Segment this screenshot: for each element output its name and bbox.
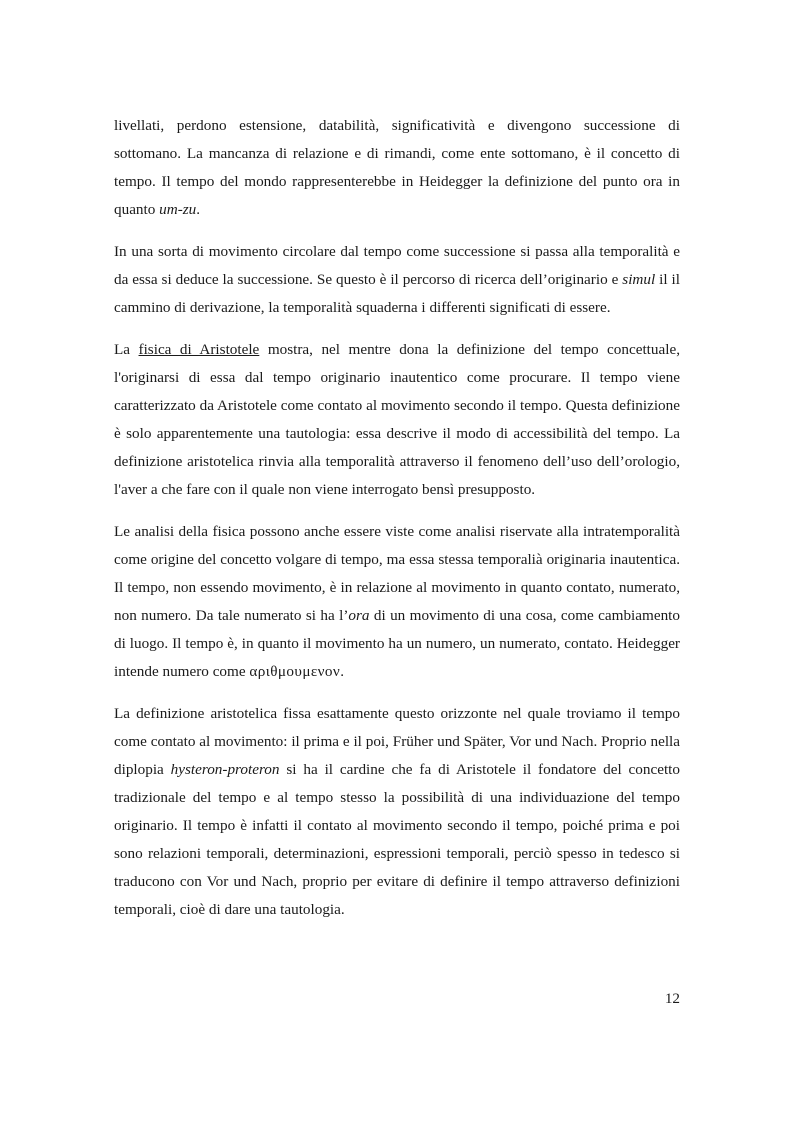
- paragraph-4-italic-ora: ora: [348, 607, 370, 624]
- paragraph-2-text-1: In una sorta di movimento circolare dal tempo come successione si passa alla temporalità e da essa si deduce la successione. Se questo è il percorso di ricerca dell’originario e: [114, 243, 680, 288]
- paragraph-5-italic-hysteron-proteron: hysteron-proteron: [170, 761, 280, 778]
- paragraph-3-text-2: mostra, nel mentre dona la definizione del tempo concettuale, l'originarsi di essa dal tempo originario inautentico come procurare. Il tempo viene caratterizzato da Aristotele come contato al movimento secondo il tempo. Questa definizione è solo apparentemente una tautologia: essa descrive il modo di accessibilità del tempo. La definizione aristotelica rinvia alla temporalità attraverso il fenomeno dell’uso dell’orologio, l'aver a che fare con il quale non viene interrogato bensì presupposto.: [114, 341, 680, 498]
- page-body: [114, 112, 680, 938]
- paragraph-5: [114, 700, 680, 924]
- paragraph-1-text-2: .: [196, 201, 201, 218]
- paragraph-3-text-1: La: [114, 341, 139, 358]
- paragraph-1: [114, 112, 680, 224]
- paragraph-3: [114, 336, 680, 504]
- paragraph-4-text-3: .: [340, 663, 344, 680]
- paragraph-2-text-2: il il cammino di derivazione, la temporalità squaderna i differenti significati di essere.: [114, 271, 680, 316]
- paragraph-2-italic-simul: simul: [622, 271, 656, 288]
- paragraph-4-text-2: di un movimento di una cosa, come cambiamento di luogo. Il tempo è, in quanto il movimento ha un numero, un numerato, contato. Heidegger intende numero come: [114, 607, 680, 680]
- page-number: 12: [664, 990, 680, 1007]
- paragraph-2: [114, 238, 680, 322]
- paragraph-5-text-2: si ha il cardine che fa di Aristotele il fondatore del concetto tradizionale del tempo e al tempo stesso la possibilità di una individuazione del tempo originario. Il tempo è infatti il contato al movimento secondo il tempo, poiché prima e poi sono relazioni temporali, determinazioni, espressioni temporali, perciò spesso in tedesco si traducono con Vor und Nach, proprio per evitare di definire il tempo attraverso definizioni temporali, cioè di dare una tautologia.: [114, 761, 680, 918]
- paragraph-4: [114, 518, 680, 686]
- paragraph-1-italic-um-zu: um-zu: [159, 201, 197, 218]
- paragraph-4-text-1: Le analisi della fisica possono anche essere viste come analisi riservate alla intratemporalità come origine del concetto volgare di tempo, ma essa stessa temporalià originaria inautentica. Il tempo, non essendo movimento, è in relazione al movimento in quanto contato, numerato, non numero. Da tale numerato si ha l’: [114, 523, 680, 624]
- paragraph-4-greek-word: αριθμουμενον: [249, 663, 341, 680]
- paragraph-5-text-1: La definizione aristotelica fissa esattamente questo orizzonte nel quale troviamo il tempo come contato al movimento: il prima e il poi, Früher und Später, Vor und Nach. Proprio nella diplopia: [114, 705, 680, 778]
- paragraph-3-underlined-fisica-di-aristotele: fisica di Aristotele: [138, 341, 260, 358]
- paragraph-1-text-1: livellati, perdono estensione, databilità, significatività e divengono successione di sottomano. La mancanza di relazione e di rimandi, come ente sottomano, è il concetto di tempo. Il tempo del mondo rappresenterebbe in Heidegger la definizione del punto ora in quanto: [114, 117, 680, 218]
